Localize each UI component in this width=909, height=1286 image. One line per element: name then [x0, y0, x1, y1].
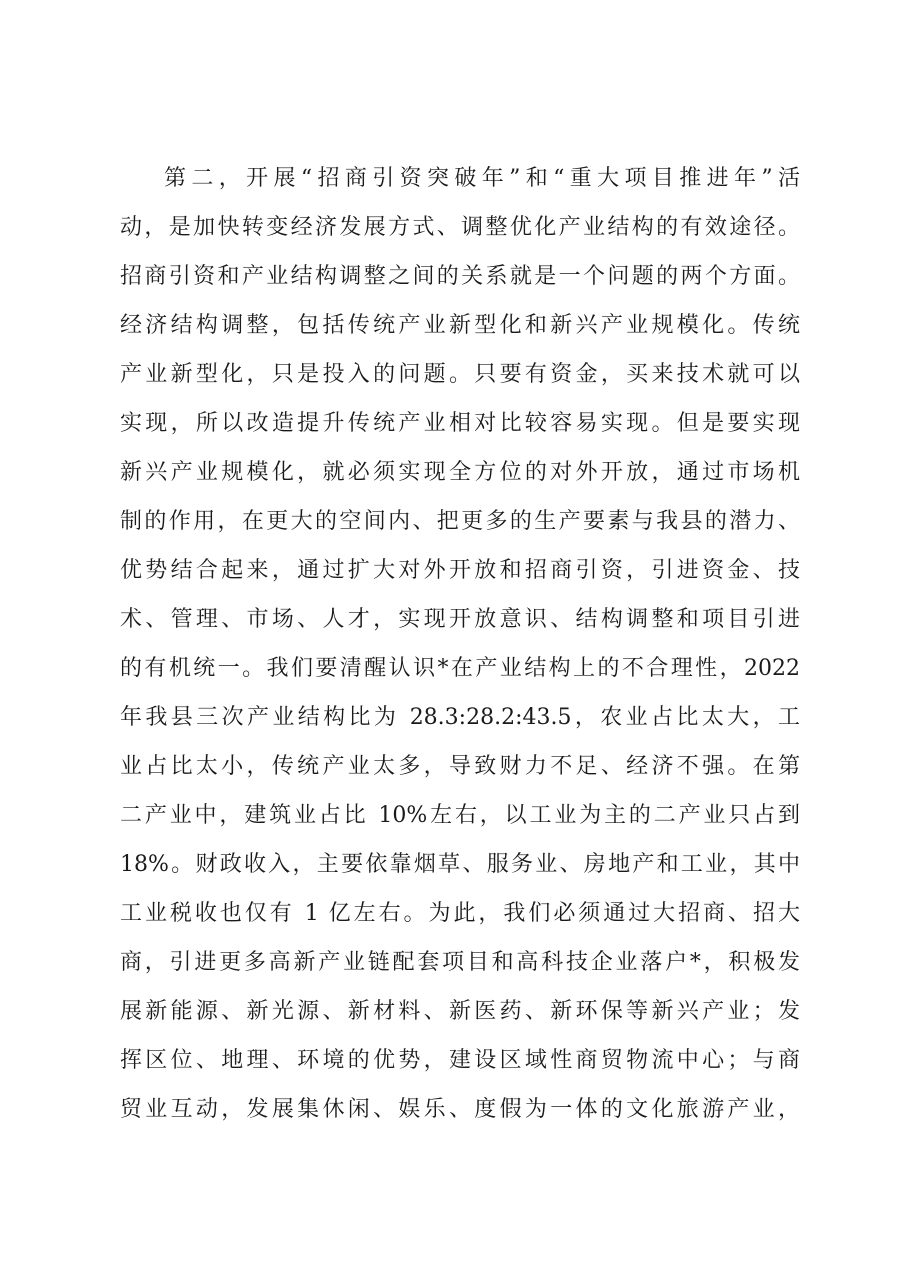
paragraph-line: 动，是加快转变经济发展方式、调整优化产业结构的有效途径。 — [120, 215, 800, 240]
paragraph-line: 实现，所以改造提升传统产业相对比较容易实现。但是要实现 — [120, 411, 800, 436]
paragraph-line: 第二，开展“招商引资突破年”和“重大项目推进年”活 — [164, 166, 800, 191]
paragraph-line: 二产业中，建筑业占比 10%左右，以工业为主的二产业只占到 — [120, 803, 800, 828]
paragraph-line: 商，引进更多高新产业链配套项目和高科技企业落户*，积极发 — [120, 950, 800, 975]
paragraph-line: 年我县三次产业结构比为 28.3:28.2:43.5，农业占比太大，工 — [120, 705, 800, 730]
paragraph-line: 优势结合起来，通过扩大对外开放和招商引资，引进资金、技 — [120, 558, 800, 583]
paragraph-line: 业占比太小，传统产业太多，导致财力不足、经济不强。在第 — [120, 754, 800, 779]
paragraph-line: 的有机统一。我们要清醒认识*在产业结构上的不合理性，2022 — [120, 656, 800, 681]
paragraph-line: 展新能源、新光源、新材料、新医药、新环保等新兴产业；发 — [120, 999, 800, 1024]
paragraph-line: 新兴产业规模化，就必须实现全方位的对外开放，通过市场机 — [120, 460, 800, 485]
paragraph-line: 挥区位、地理、环境的优势，建设区域性商贸物流中心；与商 — [120, 1048, 800, 1073]
paragraph-line: 招商引资和产业结构调整之间的关系就是一个问题的两个方面。 — [120, 264, 800, 289]
paragraph-line: 18%。财政收入，主要依靠烟草、服务业、房地产和工业，其中 — [120, 852, 800, 877]
paragraph-line: 工业税收也仅有 1 亿左右。为此，我们必须通过大招商、招大 — [120, 901, 800, 926]
paragraph-line: 术、管理、市场、人才，实现开放意识、结构调整和项目引进 — [120, 607, 800, 632]
paragraph-line: 制的作用，在更大的空间内、把更多的生产要素与我县的潜力、 — [120, 509, 800, 534]
paragraph-line: 贸业互动，发展集休闲、娱乐、度假为一体的文化旅游产业， — [120, 1097, 800, 1122]
paragraph-line: 产业新型化，只是投入的问题。只要有资金，买来技术就可以 — [120, 362, 800, 387]
paragraph-line: 经济结构调整，包括传统产业新型化和新兴产业规模化。传统 — [120, 313, 800, 338]
